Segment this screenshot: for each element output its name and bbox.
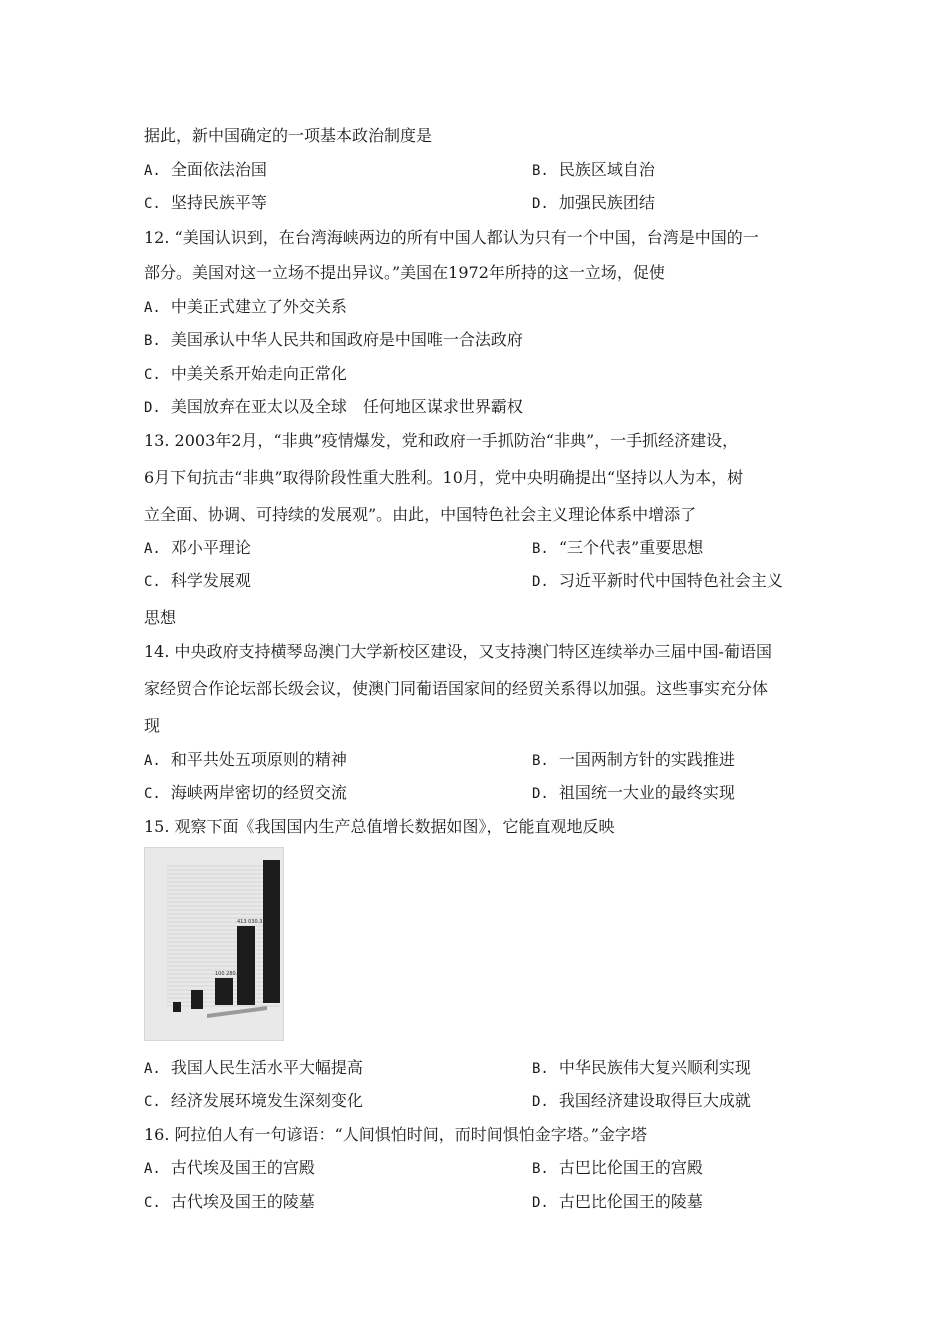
q13-option-b: [532, 538, 703, 559]
question-16-stem: 16. 阿拉伯人有一句谚语：“人间惧怕时间，而时间惧怕金字塔。”金字塔: [144, 1125, 647, 1144]
bar-1: [173, 1002, 181, 1012]
option-text: 美国承认中华人民共和国政府是中国唯一合法政府: [170, 330, 523, 349]
option-letter: A.: [144, 753, 161, 769]
option-text: 加强民族团结: [558, 193, 655, 212]
option-letter: C.: [144, 367, 161, 383]
q16-option-c: [144, 1192, 315, 1213]
bar-3-label: 100 280.1: [215, 971, 241, 977]
option-text: 祖国统一大业的最终实现: [558, 783, 735, 802]
question-13-stem-line-1: 13. 2003年2月，“非典”疫情爆发，党和政府一手抓防治“非典”，一手抓经济建设，: [144, 431, 739, 450]
option-text: 邓小平理论: [170, 538, 251, 557]
option-text: 古巴比伦国王的宫殿: [558, 1158, 703, 1177]
q11-option-b: [532, 160, 655, 181]
question-12-stem-line-1: 12. “美国认识到，在台湾海峡两边的所有中国人都认为只有一个中国，台湾是中国的一: [144, 228, 759, 247]
option-letter: C.: [144, 196, 161, 212]
option-text: “三个代表”重要思想: [558, 538, 704, 557]
q14-option-c: [144, 783, 347, 804]
option-letter: A.: [144, 1161, 161, 1177]
q15-option-d: [532, 1091, 751, 1112]
q12-option-d: [144, 397, 523, 418]
option-text: 古代埃及国王的宫殿: [170, 1158, 315, 1177]
q15-option-b: [532, 1058, 751, 1079]
option-letter: B.: [532, 163, 549, 179]
option-text: 古代埃及国王的陵墓: [170, 1192, 315, 1211]
option-text: 全面依法治国: [170, 160, 267, 179]
option-letter: A.: [144, 1061, 161, 1077]
option-letter: C.: [144, 574, 161, 590]
option-letter: D.: [532, 196, 549, 212]
option-text: 古巴比伦国王的陵墓: [558, 1192, 703, 1211]
gdp-bar-chart-image: [145, 848, 283, 1040]
option-letter: B.: [532, 541, 549, 557]
option-letter: C.: [144, 1195, 161, 1211]
q16-option-d: [532, 1192, 703, 1213]
bar-3: [215, 978, 233, 1005]
option-letter: C.: [144, 1094, 161, 1110]
option-text: 和平共处五项原则的精神: [170, 750, 347, 769]
option-text: 一国两制方针的实践推进: [558, 750, 735, 769]
option-text: 习近平新时代中国特色社会主义: [558, 571, 783, 590]
q13-option-d-continuation: 思想: [144, 608, 177, 627]
q15-option-a: [144, 1058, 363, 1079]
q12-option-b: [144, 330, 523, 351]
option-letter: B.: [532, 1161, 549, 1177]
bar-4-label: 413 030.3: [237, 919, 263, 925]
question-14-stem-line-1: 14. 中央政府支持横琴岛澳门大学新校区建设，又支持澳门特区连续举办三届中国-葡语国: [144, 642, 772, 661]
q12-option-c: [144, 364, 347, 385]
option-text: 中美正式建立了外交关系: [170, 297, 347, 316]
option-text: 坚持民族平等: [170, 193, 267, 212]
option-letter: B.: [532, 1061, 549, 1077]
option-letter: A.: [144, 541, 161, 557]
option-letter: C.: [144, 786, 161, 802]
q11-option-a: [144, 160, 267, 181]
q13-option-d: [532, 571, 783, 592]
option-text: 美国放弃在亚太以及全球 任何地区谋求世界霸权: [170, 397, 523, 416]
option-letter: B.: [144, 333, 161, 349]
chart-floor: [207, 1006, 267, 1018]
option-text: 科学发展观: [170, 571, 251, 590]
q13-option-c: [144, 571, 251, 592]
q11-option-c: [144, 193, 267, 214]
question-15-stem: 15. 观察下面《我国国内生产总值增长数据如图》，它能直观地反映: [144, 817, 615, 836]
option-letter: B.: [532, 753, 549, 769]
option-letter: A.: [144, 163, 161, 179]
option-text: 中华民族伟大复兴顺利实现: [558, 1058, 751, 1077]
option-text: 经济发展环境发生深刻变化: [170, 1091, 363, 1110]
option-letter: D.: [144, 400, 161, 416]
question-14-stem-line-2: 家经贸合作论坛部长级会议，使澳门同葡语国家间的经贸关系得以加强。这些事实充分体: [144, 679, 769, 698]
option-text: 民族区域自治: [558, 160, 655, 179]
gdp-growth-figure: [144, 847, 284, 1041]
option-letter: D.: [532, 786, 549, 802]
option-text: 我国经济建设取得巨大成就: [558, 1091, 751, 1110]
q14-option-a: [144, 750, 347, 771]
option-text: 海峡两岸密切的经贸交流: [170, 783, 347, 802]
q14-option-b: [532, 750, 735, 771]
q15-option-c: [144, 1091, 363, 1112]
bar-4: [237, 926, 255, 1005]
bar-5: [263, 860, 280, 1003]
option-letter: D.: [532, 1195, 549, 1211]
q13-option-a: [144, 538, 251, 559]
q14-option-d: [532, 783, 735, 804]
question-13-stem-line-3: 立全面、协调、可持续的发展观”。由此，中国特色社会主义理论体系中增添了: [144, 505, 697, 524]
q12-option-a: [144, 297, 347, 318]
question-14-stem-line-3: 现: [144, 716, 161, 735]
bar-2: [191, 990, 203, 1009]
q16-option-a: [144, 1158, 315, 1179]
question-12-stem-line-2: 部分。美国对这一立场不提出异议。”美国在1972年所持的这一立场，促使: [144, 263, 665, 282]
option-letter: A.: [144, 300, 161, 316]
question-13-stem-line-2: 6月下旬抗击“非典”取得阶段性重大胜利。10月，党中央明确提出“坚持以人为本，树: [144, 468, 744, 487]
option-letter: D.: [532, 1094, 549, 1110]
option-letter: D.: [532, 574, 549, 590]
q11-option-d: [532, 193, 655, 214]
q16-option-b: [532, 1158, 703, 1179]
option-text: 中美关系开始走向正常化: [170, 364, 347, 383]
question-11-stem-end: 据此，新中国确定的一项基本政治制度是: [144, 126, 433, 145]
option-text: 我国人民生活水平大幅提高: [170, 1058, 363, 1077]
